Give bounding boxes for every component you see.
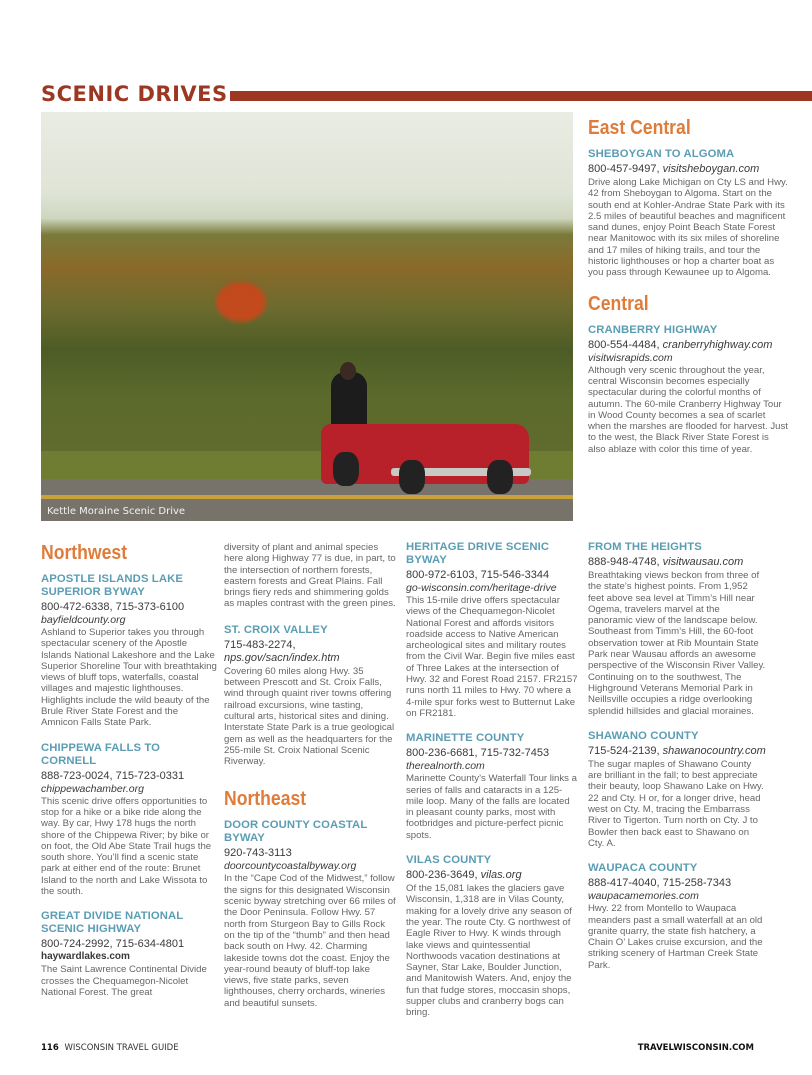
entry-contact — [588, 745, 766, 758]
region-heading-northwest: Northwest — [41, 542, 128, 564]
region-heading-northeast: Northeast — [224, 788, 307, 811]
page-title: SCENIC DRIVES — [41, 82, 228, 106]
entry-from-the-heights — [588, 541, 766, 717]
entry-description: The sugar maples of Shawano County are brilliant in the fall; to best appreciate their beauty, loop Shawano Lake on Hwy. 22 and Cty. H or, for a longer drive, head west on Cty. M, tracing the Embarrass River to Tigerton. Turn north on Cty. J to Bowler then back east to Shawano on Cty. A. — [588, 758, 764, 849]
entry-description: Of the 15,081 lakes the glaciers gave Wisconsin, 1,318 are in Vilas County, making for a lovely drive any season of the year. The route Cty. G northwest of Eagle River to Hwy. K winds through lake views and quintessential Northwoods vacation destinations at Sayner, Star Lake, Boulder Junction, and Manitowish Waters. And, enjoy the fun that fudge stores, moccasin shops, supper clubs and cranberry bogs can bring. — [406, 883, 572, 1019]
entry-marinette-county — [406, 732, 578, 841]
entry-website-link[interactable]: chippewachamber.org — [41, 782, 144, 795]
entry-chippewa-falls — [41, 742, 217, 898]
entry-title: ST. CROIX VALLEY — [224, 623, 328, 636]
entry-phone: 800-724-2992, 715-634-4801 — [41, 938, 185, 951]
entry-contact — [224, 639, 396, 665]
entry-door-county — [224, 819, 396, 1009]
entry-description: Ashland to Superior takes you through spectacular scenery of the Apostle Islands National Lakeshore and the Lake Superior Shoreline Tour with breathtaking views of bluff tops, waterfalls, coastal villages and majestic lighthouses. Highlights include the wild beauty of the Brule River State Forest and the Amnicon Falls State Park. — [41, 627, 217, 729]
entry-website-link[interactable]: nps.gov/sacn/index.htm — [224, 651, 340, 664]
entry-waupaca-county — [588, 862, 766, 971]
column-3 — [406, 541, 578, 1032]
hero-photo — [41, 112, 573, 521]
column-4 — [588, 541, 766, 984]
entry-phone: 715-524-2139, — [588, 744, 660, 757]
column-right-top — [588, 116, 788, 468]
entry-website-link[interactable]: haywardlakes.com — [41, 951, 130, 963]
entry-description: Breathtaking views beckon from three of the state’s highest points. From 1,952 feet above sea level at Timm’s Hill near Ogema, travelers marvel at the panoramic view of the landscape below. Southeast from Timm’s Hill, the 60-foot observation tower at Rib Mountain State Park near Wausau affords an awesome perspective of the Wisconsin River Valley. Continuing on to the southwest, The Highground Veterans Memorial Park in Neillsville occupies a ridge overlooking splendid hillsides and glacial moraines. — [588, 570, 766, 717]
publication-name: WISCONSIN TRAVEL GUIDE — [64, 1043, 179, 1053]
entry-contact — [588, 556, 766, 569]
entry-phone: 800-457-9497, — [588, 163, 660, 175]
footer-website[interactable]: TRAVELWISCONSIN.COM — [637, 1043, 754, 1053]
entry-contact — [588, 339, 788, 352]
entry-phone: 800-554-4484, — [588, 338, 660, 351]
photo-person-head — [340, 362, 356, 380]
entry-title: APOSTLE ISLANDS LAKE SUPERIOR BYWAY — [41, 573, 183, 598]
entry-phone: 800-972-6103, 715-546-3344 — [406, 569, 550, 581]
entry-website-link[interactable]: vilas.org — [480, 869, 522, 882]
entry-description-continued: diversity of plant and animal species here along Highway 77 is due, in part, to the intersection of northern forests, eastern forests and Great Plains. Fall brings fiery reds and shimmering golds as maples contrast with the green pines. — [224, 542, 396, 610]
entry-website-link[interactable]: cranberryhighway.com — [662, 338, 773, 351]
entry-phone: 800-236-3649, — [406, 869, 478, 882]
entry-title: SHAWANO COUNTY — [588, 729, 699, 742]
entry-title: FROM THE HEIGHTS — [588, 541, 702, 553]
entry-description: The Saint Lawrence Continental Divide crosses the Chequamegon-Nicolet National Forest. The great — [41, 964, 207, 998]
entry-website-link[interactable]: visitwausau.com — [662, 556, 744, 568]
entry-website-link[interactable]: waupacamemories.com — [588, 890, 699, 903]
entry-title: VILAS COUNTY — [406, 854, 492, 867]
entry-title: CHIPPEWA FALLS TO CORNELL — [41, 741, 161, 767]
entry-title: GREAT DIVIDE NATIONAL SCENIC HIGHWAY — [41, 910, 184, 936]
entry-description: Marinette County’s Waterfall Tour links a series of falls and cataracts in a 125-mile loop. Many of the falls are located in pleasant county parks, most with footbridges and picture-perfect picnic spots. — [406, 773, 577, 841]
entry-website-link-secondary[interactable]: visitwisrapids.com — [588, 351, 673, 364]
entry-shawano-county — [588, 730, 766, 849]
entry-title: MARINETTE COUNTY — [406, 732, 525, 745]
entry-website-link[interactable]: shawanocountry.com — [662, 744, 766, 757]
photo-wheel — [487, 460, 513, 494]
column-2 — [224, 541, 396, 1022]
entry-phone: 888-723-0024, 715-723-0331 — [41, 769, 185, 782]
entry-website-link[interactable]: visitsheboygan.com — [662, 163, 760, 175]
entry-website-link[interactable]: doorcountycoastalbyway.org — [224, 860, 357, 873]
entry-heritage-drive — [406, 541, 578, 719]
footer-left — [41, 1043, 179, 1053]
page-number: 116 — [41, 1043, 59, 1053]
entry-description: This scenic drive offers opportunities to stop for a hike or a bike ride along the way. By car, Hwy 178 hugs the north shore of the Chippewa River; by bike or on foot, the Old Abe State Trail hugs the south shore. You’ll find a scenic state park at either end of the route: Brunet Island to the north and Lake Wissota to the south. — [41, 795, 212, 898]
entry-apostle-islands — [41, 573, 217, 729]
entry-contact — [406, 869, 578, 882]
entry-cranberry-highway — [588, 324, 788, 455]
photo-caption: Kettle Moraine Scenic Drive — [47, 506, 186, 517]
entry-great-divide — [41, 910, 217, 998]
entry-description: Although very scenic throughout the year, central Wisconsin becomes especially spectacular during the colorful months of autumn. The 60-mile Cranberry Highway Tour in Wood County becomes a sea of scarlet when the marshes are flooded for harvest. Just to the west, the Black River State Forest is also ablaze with color this time of year. — [588, 364, 788, 455]
entry-phone: 800-236-6681, 715-732-7453 — [406, 747, 550, 760]
region-heading-east-central: East Central — [588, 117, 691, 139]
entry-description: Covering 60 miles along Hwy. 35 between Prescott and St. Croix Falls, wind through quaint river towns offering railroad excursions, wine tasting, cultural arts, historical sites and dining. Interstate State Park is a true geological gem as well as the headquarters for the 255-mile St. Croix National Scenic Riverway. — [224, 665, 395, 768]
entry-vilas-county — [406, 854, 578, 1019]
photo-person — [331, 372, 367, 432]
entry-sheboygan-to-algoma — [588, 148, 788, 279]
entry-title: HERITAGE DRIVE SCENIC BYWAY — [406, 541, 550, 566]
photo-autumn-tree — [216, 282, 266, 322]
entry-phone: 888-417-4040, 715-258-7343 — [588, 877, 732, 890]
entry-website-link[interactable]: go-wisconsin.com/heritage-drive — [406, 582, 557, 594]
entry-description: Hwy. 22 from Montello to Waupaca meanders past a small waterfall at an old granite quarry, the state fish hatchery, a Chain O’ Lakes cruise excursion, and the striking scenery of Hartman Creek State Park. — [588, 903, 763, 971]
entry-website-link[interactable]: bayfieldcounty.org — [41, 614, 126, 626]
entry-description: In the “Cape Cod of the Midwest,” follow the signs for this designated Wisconsin scenic byway stretching over 66 miles of the Door Peninsula. Follow Hwy. 57 north from Sturgeon Bay to Gills Rock on the tip of the “thumb” and then head back south on Hwy. 42. Charming lakeside towns dot the coast. Enjoy the year-round beauty of bluff-top lake views, five state parks, seven lighthouses, cherry orchards, wineries and beautiful sunsets. — [224, 873, 396, 1009]
photo-wheel — [399, 460, 425, 494]
entry-phone: 715-483-2274, — [224, 638, 296, 651]
entry-title: SHEBOYGAN TO ALGOMA — [588, 148, 735, 160]
entry-contact — [588, 163, 788, 176]
entry-website-link[interactable]: therealnorth.com — [406, 760, 485, 773]
region-heading-central: Central — [588, 292, 649, 315]
entry-title: WAUPACA COUNTY — [588, 862, 698, 875]
entry-title: DOOR COUNTY COASTAL BYWAY — [224, 819, 368, 845]
entry-description: This 15-mile drive offers spectacular views of the Chequamegon-Nicolet National Forest and affords visitors roadside access to Native American archeological sites and military routes from the Civil War. Begin five miles east of Three Lakes at the intersection of Hwy. 32 and Forest Road 2157. FR2157 runs north 11 miles to Hwy. 70 where a 4-mile spur forks west to Butternut Lake on FR2181. — [406, 595, 578, 719]
entry-st-croix-valley — [224, 624, 396, 768]
page-header — [41, 82, 812, 106]
entry-description: Drive along Lake Michigan on Cty LS and Hwy. 42 from Sheboygan to Algoma. Start on the south end at Kohler-Andrae State Park with its 2.5 miles of beautiful beaches and magnificent sand dunes, enjoy Point Beach State Forest near Manitowoc with its six miles of shoreline and 17 miles of hiking trails, and tour the historic lighthouses or hop a charter boat as you pass through Kewaunee up to Algoma. — [588, 177, 788, 279]
title-rule — [230, 91, 812, 101]
entry-phone: 920-743-3113 — [224, 847, 292, 860]
entry-phone: 800-472-6338, 715-373-6100 — [41, 601, 185, 613]
photo-road-line — [41, 495, 573, 499]
entry-title: CRANBERRY HIGHWAY — [588, 323, 718, 336]
photo-wheel — [333, 452, 359, 486]
entry-phone: 888-948-4748, — [588, 556, 660, 568]
entry-great-divide-continued — [224, 542, 396, 610]
column-1 — [41, 541, 217, 1011]
